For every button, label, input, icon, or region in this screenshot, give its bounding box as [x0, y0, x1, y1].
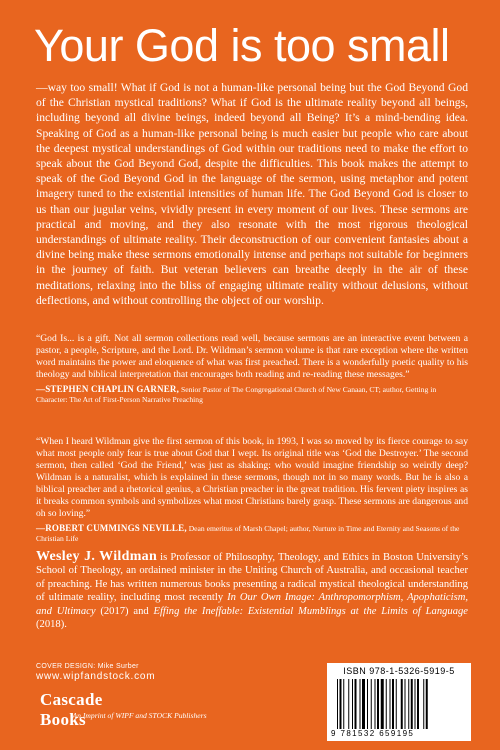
endorsement: [36, 436, 468, 544]
author-bio-text: (2017) and: [95, 605, 154, 617]
endorser-affiliation: Senior Pastor of The Congregational Church of New Canaan, CT; author, Getting in Character: The Art of First-Person Narrative Preaching: [36, 385, 437, 404]
endorsement-attribution: [36, 384, 468, 405]
description-blurb: —way too small! What if God is not a human-like personal being but the God Beyond God of the Christian mystical traditions? What if God is the ultimate reality beyond all beings, including beyond all divine beings, indeed beyond all Being? It’s a mind-bending idea. Speaking of God as a human-like personal being is much easier but people who care about the deepest mystical understandings of God within our traditions need to make the effort to speak about the God Beyond God, despite the difficulties. This book makes the attempt to speak of the God Beyond God in the language of the sermon, using metaphor and potent imagery tuned to the existential intensities of human life. The God Beyond God is closer to us than our jugular veins, vividly present in every moment of our lives. These sermons are practical and moving, and they also resonate with the most rigorous theological understandings of ultimate reality. Their deconstruction of our convenient fantasies about a divine being make these sermons emotionally intense and perhaps not suitable for beginners in the journey of faith. But veteran believers can breathe deeply in the air of these meditations, relaxing into the bliss of engaging ultimate reality without delusions, without deflections, and without controlling the object of our worship.: [36, 81, 468, 307]
endorser-name: —STEPHEN CHAPLIN GARNER,: [36, 384, 180, 394]
barcode-icon: [337, 679, 461, 729]
publisher-url: www.wipfandstock.com: [36, 671, 156, 682]
publisher-imprint: An Imprint of WIPF and STOCK Publishers: [72, 711, 207, 720]
endorser-name: —ROBERT CUMMINGS NEVILLE,: [36, 523, 187, 533]
isbn-digits: 9 781532 659195: [331, 729, 415, 738]
cover-design-credit: COVER DESIGN: Mike Surber: [36, 663, 139, 670]
endorsement-attribution: [36, 523, 468, 544]
author-bio-text: (2018).: [36, 619, 67, 631]
author-bio: [36, 550, 468, 631]
endorsement-quote: “When I heard Wildman give the first sermon of this book, in 1993, I was so moved by its fierce courage to say what most people only fear is true about God that I wept. Its original title was ‘God the Destroyer.’ The second sermon, then called ‘God the Friend,’ was just as shaking: who would imagine friendship so weirdly deep? Wildman is a naturalist, which is explained in these sermons, though not in so many words. But he is also a biblical preacher and a rhetorical genius, a Christian preacher in the great tradition. His fervent piety inspires as it breaks common symbols and symbolizes what most Christians barely grasp. These sermons are dangerous and oh so loving.”: [36, 436, 468, 519]
isbn-barcode-box: [327, 663, 471, 741]
author-name: Wesley J. Wildman: [36, 549, 158, 564]
endorsement-quote: “God Is... is a gift. Not all sermon collections read well, because sermons are an interactive event between a pastor, a people, Scripture, and the Lord. Dr. Wildman’s sermon volume is that rare exception where the written word maintains the power and eloquence of what was first preached. There is a wonderfully poetic quality to his theology and biblical interpretation that encourages both reading and re-reading these messages.”: [36, 333, 468, 380]
publisher-name: Cascade Books: [40, 690, 103, 729]
endorser-affiliation: Dean emeritus of Marsh Chapel; author, Nurture in Time and Eternity and Seasons of the Christian Life: [36, 524, 460, 543]
author-bio-text: is Professor of Philosophy, Theology, and Ethics in Boston University’s School of Theology, an ordained minister in the Uniting Church of Australia, and occasional teacher of preaching. He has written numerous books presenting a radical mystical theological understanding of ultimate reality, including most recently: [36, 552, 468, 604]
headline: Your God is too small: [34, 20, 450, 71]
endorsement: [36, 333, 468, 405]
author-book-title: In Our Own Image: Anthropomorphism, Apophaticism, and Ultimacy: [36, 592, 468, 617]
credits: [36, 663, 155, 682]
publisher-logo: [36, 690, 207, 730]
isbn-label: ISBN 978-1-5326-5919-5: [343, 666, 455, 676]
author-book-title: Effing the Ineffable: Existential Mumblings at the Limits of Language: [153, 605, 469, 617]
